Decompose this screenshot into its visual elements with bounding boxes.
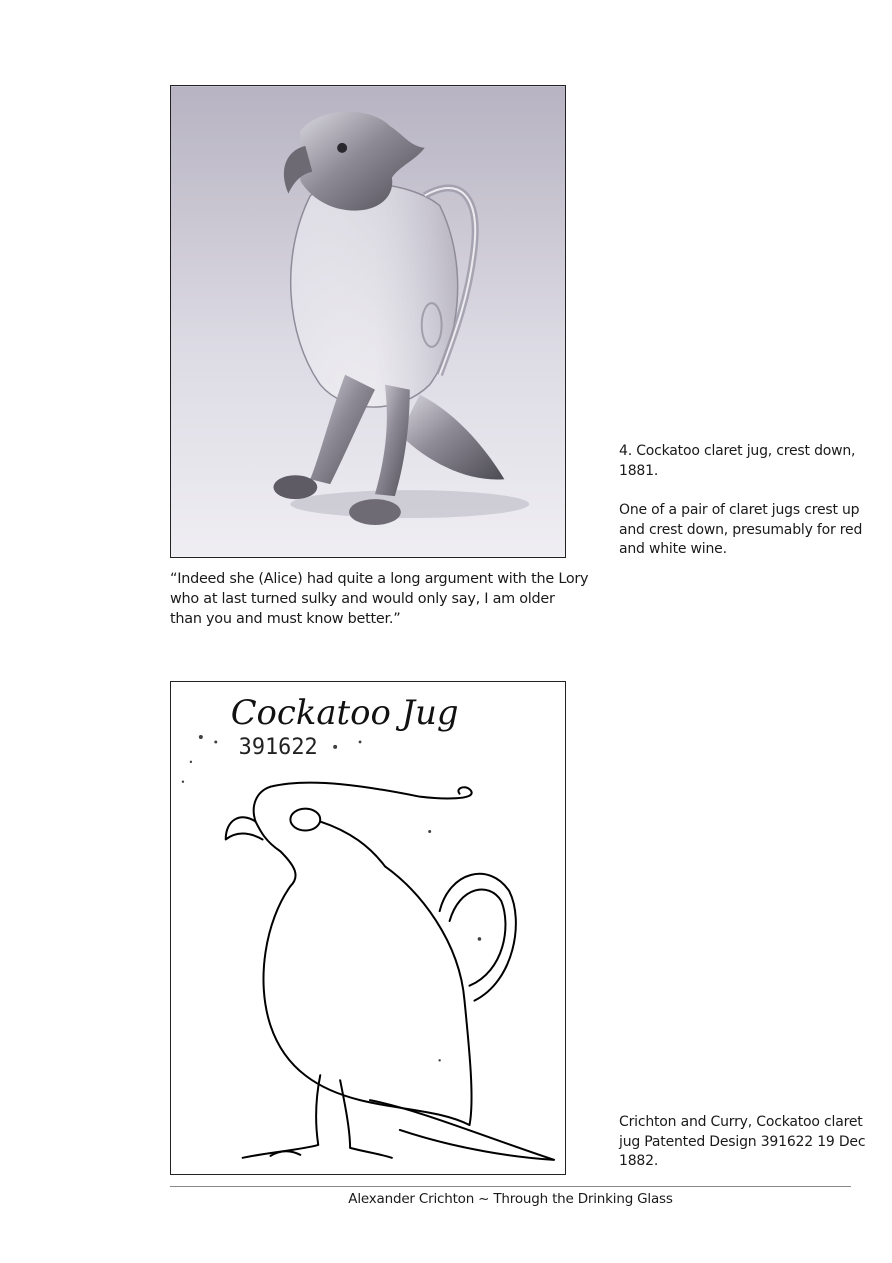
alice-quote: “Indeed she (Alice) had quite a long argument with the Lory who at last turned sulky and would only say, I am older than you and must know better.” (170, 571, 589, 627)
figure-1-caption (619, 442, 869, 560)
handwritten-title: Cockatoo Jug (230, 693, 459, 733)
figure-2-caption: Crichton and Curry, Cockatoo claret jug Patented Design 391622 19 Dec 1882. (619, 1114, 866, 1169)
figure-1-caption-title: 4. Cockatoo claret jug, crest down, 1881. (619, 443, 856, 479)
patent-design-drawing (170, 681, 566, 1175)
cockatoo-jug-photo (170, 85, 566, 558)
footer-divider (170, 1186, 851, 1187)
page-footer: Alexander Crichton ~ Through the Drinking Glass (348, 1191, 673, 1207)
figure-1-caption-body: One of a pair of claret jugs crest up and crest down, presumably for red and white wine. (619, 502, 863, 557)
stamp-number: 391622 (238, 734, 318, 760)
